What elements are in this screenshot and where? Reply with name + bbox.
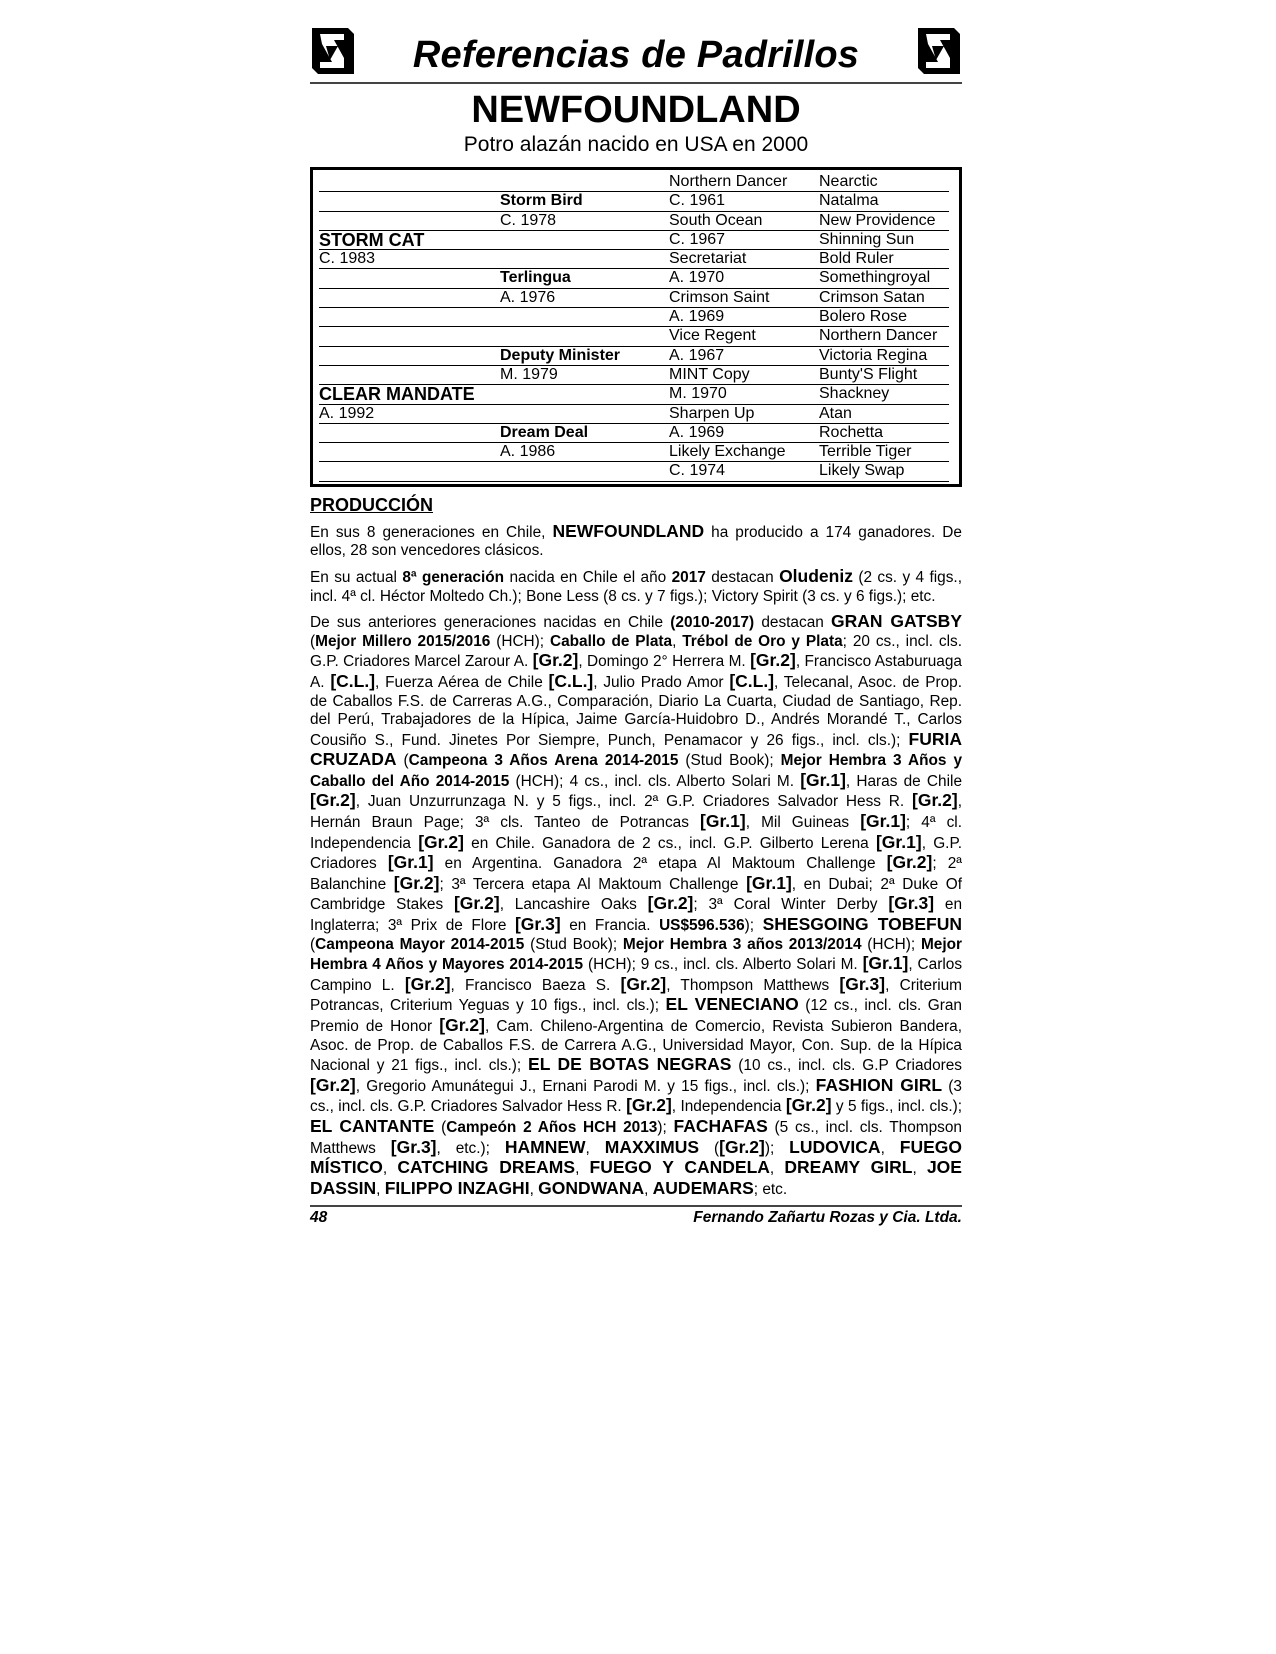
production-paragraph-3 — [310, 612, 962, 1199]
emphasis-text: [Gr.2] — [439, 1015, 485, 1035]
emphasis-text: [Gr.1] — [746, 872, 792, 893]
body-text: (HCH); — [490, 632, 550, 650]
pedigree-cell-c1 — [319, 347, 500, 366]
pedigree-cell-c2 — [500, 250, 669, 269]
pedigree-row — [319, 212, 949, 231]
body-text: , Hernán Braun Page; 3ª cls. Tanteo de Potrancas — [310, 793, 962, 832]
emphasis-text: AUDEMARS — [652, 1177, 754, 1198]
body-text: , Gregorio Amunátegui J., Ernani Parodi M. y 15 figs., incl. cls.); — [355, 1077, 816, 1095]
pedigree-cell-c2 — [500, 308, 669, 327]
emphasis-text: [Gr.2] — [310, 1074, 356, 1095]
body-text: ; 3ª Tercera etapa Al Maktoum Challenge — [439, 875, 747, 893]
emphasis-text: FACHAFAS — [673, 1115, 768, 1136]
pedigree-cell-c3: A. 1969 — [669, 424, 819, 443]
pedigree-cell-c1 — [319, 192, 500, 211]
body-text: , Haras de Chile — [845, 772, 962, 790]
body-text: , — [382, 1160, 398, 1178]
pedigree-row — [319, 366, 949, 385]
pedigree-cell-c3: Northern Dancer — [669, 173, 819, 192]
page-footer — [310, 1209, 962, 1227]
emphasis-text: US$596.536 — [659, 917, 745, 935]
emphasis-text: [Gr.2] — [418, 831, 464, 852]
pedigree-row — [319, 231, 949, 250]
pedigree-row — [319, 192, 949, 211]
pedigree-cell-c2 — [500, 231, 669, 250]
body-text: , — [912, 1160, 927, 1178]
pedigree-cell-c3: Crimson Saint — [669, 289, 819, 308]
body-text: nacida en Chile el año — [504, 568, 672, 586]
body-text: ( — [310, 935, 316, 953]
body-text: , — [644, 1180, 653, 1198]
pedigree-cell-c2 — [500, 385, 669, 404]
header-rule — [310, 82, 962, 84]
body-text: ); — [657, 1118, 674, 1136]
body-text: (12 cs., incl. cls. Gran Premio de Honor — [310, 997, 962, 1035]
pedigree-cell-c3: C. 1967 — [669, 231, 819, 250]
emphasis-text: Mejor Millero 2015/2016 — [315, 632, 491, 650]
pedigree-cell-c4: Likely Swap — [819, 462, 949, 481]
body-text: , Thompson Matthews — [666, 976, 840, 994]
pedigree-row — [319, 308, 949, 327]
pedigree-cell-c4: Northern Dancer — [819, 327, 949, 346]
body-text: ; 20 cs., incl. cls. G.P. Criadores Marcel Zarour A. — [310, 632, 962, 671]
body-text: en Chile. Ganadora de 2 cs., incl. G.P. Gilberto Lerena — [463, 834, 876, 852]
production-paragraph-1 — [310, 522, 962, 561]
horse-name: NEWFOUNDLAND — [471, 89, 801, 131]
pedigree-cell-c1 — [319, 269, 500, 288]
emphasis-text: Mejor Hembra 3 años 2013/2014 — [622, 935, 862, 953]
body-text: ; etc. — [753, 1180, 788, 1198]
emphasis-text: Oludeniz — [779, 565, 853, 586]
pedigree-cell-c1 — [319, 212, 500, 231]
body-text: , Cam. Chileno-Argentina de Comercio, Revista Subieron Bandera, Asoc. de Prop. de Caballos F.S. de Carrera A.G., Universidad Mayor, Con. Sup. de la Hípica Nacional y 21 figs., incl. cls.); — [310, 1018, 962, 1075]
pedigree-cell-c3: A. 1967 — [669, 347, 819, 366]
emphasis-text: CATCHING DREAMS — [397, 1157, 576, 1178]
emphasis-text: EL VENECIANO — [665, 994, 799, 1015]
body-text: en Francia. — [560, 917, 660, 935]
emphasis-text: [Gr.2] — [620, 973, 667, 994]
emphasis-text: Campeona Mayor 2014-2015 — [315, 935, 525, 953]
pedigree-table — [310, 167, 962, 487]
emphasis-text: EL CANTANTE — [310, 1115, 435, 1136]
emphasis-text: [Gr.3] — [390, 1136, 437, 1157]
pedigree-cell-c2 — [500, 327, 669, 346]
emphasis-text: FASHION GIRL — [815, 1074, 943, 1095]
emphasis-text: GRAN GATSBY — [831, 611, 962, 632]
emphasis-text: MAXXIMUS — [604, 1136, 700, 1157]
emphasis-text: [Gr.1] — [875, 831, 922, 852]
body-text: , Domingo 2° Herrera M. — [578, 653, 751, 671]
pedigree-row — [319, 269, 949, 288]
body-text: en Argentina. Ganadora 2ª etapa Al Maktoum Challenge — [433, 855, 887, 873]
pedigree-cell-c2: C. 1978 — [500, 212, 669, 231]
header-title: Referencias de Padrillos — [412, 34, 860, 76]
pedigree-cell-c4: Nearctic — [819, 173, 949, 192]
emphasis-text: SHESGOING TOBEFUN — [762, 914, 962, 935]
emphasis-text: [Gr.2] — [404, 973, 451, 994]
body-text: ; 3ª Coral Winter Derby — [693, 896, 889, 914]
pedigree-cell-c4: New Providence — [819, 212, 949, 231]
body-text: , — [585, 1139, 605, 1157]
body-text: , G.P. Criadores — [310, 834, 962, 873]
body-text: , Telecanal, Asoc. de Prop. de Caballos F.S. de Carreras A.G., Comparación, Diario La Cuarta, Ciudad de Santiago, Rep. del Perú, Trabajadores de la Hípica, Jaime García-Huidobro D., Andrés Morandé T., Carlos Cousiño S., Fund. Jinetes Por Siempre, Punch, Penamacor y 26 figs., incl. cls.); — [310, 673, 962, 749]
body-text: ( — [699, 1139, 720, 1157]
emphasis-text: [Gr.2] — [912, 790, 958, 811]
pedigree-cell-c2 — [500, 173, 669, 192]
emphasis-text: [Gr.2] — [626, 1095, 672, 1116]
emphasis-text: [Gr.3] — [888, 893, 935, 914]
emphasis-text: Mejor Hembra 4 Años y Mayores 2014-2015 — [310, 935, 962, 974]
pedigree-cell-c2: A. 1986 — [500, 443, 669, 462]
body-text: , Lancashire Oaks — [499, 896, 648, 914]
body-text: , — [880, 1139, 900, 1157]
pedigree-cell-c4: Terrible Tiger — [819, 443, 949, 462]
body-text: y 5 figs., incl. cls.); — [831, 1098, 962, 1116]
body-text: ha producido a 174 ganadores. De ellos, 28 son vencedores clásicos. — [310, 523, 962, 560]
emphasis-text: DREAMY GIRL — [784, 1157, 913, 1178]
footer-rule — [310, 1205, 962, 1207]
emphasis-text: [Gr.3] — [839, 973, 886, 994]
body-text: , Julio Prado Amor — [593, 673, 730, 691]
body-text: , — [575, 1160, 590, 1178]
body-text: destacan — [754, 614, 832, 632]
pedigree-cell-c3: South Ocean — [669, 212, 819, 231]
publisher: Fernando Zañartu Rozas y Cia. Ltda. — [693, 1209, 962, 1227]
emphasis-text: FUEGO Y CANDELA — [589, 1157, 770, 1178]
body-text: (HCH); 9 cs., incl. cls. Alberto Solari M. — [583, 956, 863, 974]
body-text: , — [376, 1180, 385, 1198]
emphasis-text: [Gr.2] — [532, 650, 579, 671]
pedigree-cell-c3: C. 1974 — [669, 462, 819, 481]
emphasis-text: Caballo de Plata — [549, 632, 673, 650]
body-text: ); — [744, 917, 763, 935]
pedigree-row — [319, 385, 949, 404]
pedigree-cell-c3: Sharpen Up — [669, 405, 819, 424]
pedigree-cell-c4: Atan — [819, 405, 949, 424]
body-text: , en Dubai; 2ª Duke Of Cambridge Stakes — [310, 875, 962, 914]
pedigree-cell-c4: Crimson Satan — [819, 289, 949, 308]
pedigree-cell-c4: Natalma — [819, 192, 949, 211]
pedigree-row — [319, 250, 949, 269]
body-text: ( — [310, 632, 316, 650]
body-text: , etc.); — [436, 1139, 505, 1157]
emphasis-text: 8ª generación — [402, 568, 505, 586]
emphasis-text: [Gr.2] — [647, 893, 694, 914]
emphasis-text: FILIPPO INZAGHI — [384, 1177, 530, 1198]
body-text: (HCH); 4 cs., incl. cls. Alberto Solari M. — [509, 772, 801, 790]
emphasis-text: Mejor Hembra 3 Años y Caballo del Año 2014-2015 — [310, 752, 963, 790]
pedigree-cell-c2: A. 1976 — [500, 289, 669, 308]
pedigree-cell-c1 — [319, 327, 500, 346]
pedigree-cell-c4: Bold Ruler — [819, 250, 949, 269]
body-text: (2 cs. y 4 figs., incl. 4ª cl. Héctor Moltedo Ch.); Bone Less (8 cs. y 7 figs.); Victory Spirit (3 cs. y 6 figs.); etc. — [310, 568, 962, 605]
pedigree-cell-c2: Deputy Minister — [500, 347, 669, 366]
pedigree-row — [319, 462, 949, 481]
emphasis-text: (2010-2017) — [670, 614, 755, 632]
body-text: , Juan Unzurrunzaga N. y 5 figs., incl. 2ª G.P. Criadores Salvador Hess R. — [355, 793, 912, 811]
emphasis-text: Campeón 2 Años HCH 2013 — [446, 1118, 658, 1136]
pedigree-cell-c4: Victoria Regina — [819, 347, 949, 366]
pedigree-cell-c4: Somethingroyal — [819, 269, 949, 288]
pedigree-cell-c3: Secretariat — [669, 250, 819, 269]
body-text: , Francisco Baeza S. — [450, 976, 621, 994]
emphasis-text: [Gr.1] — [700, 811, 746, 832]
pedigree-cell-c1: CLEAR MANDATE — [319, 385, 500, 404]
logo-icon — [916, 26, 962, 76]
body-text: , — [672, 632, 683, 650]
emphasis-text: [Gr.1] — [860, 811, 906, 832]
pedigree-cell-c4: Rochetta — [819, 424, 949, 443]
emphasis-text: [Gr.1] — [387, 852, 434, 873]
body-text: ( — [396, 752, 409, 770]
pedigree-cell-c4: Shackney — [819, 385, 949, 404]
emphasis-text: Campeona 3 Años Arena 2014-2015 — [408, 752, 679, 770]
emphasis-text: [Gr.2] — [750, 650, 796, 671]
emphasis-text: 2017 — [671, 568, 706, 586]
pedigree-cell-c2: Storm Bird — [500, 192, 669, 211]
emphasis-text: [Gr.1] — [862, 953, 909, 974]
emphasis-text: EL DE BOTAS NEGRAS — [528, 1054, 732, 1075]
pedigree-cell-c1: STORM CAT — [319, 231, 500, 250]
page-number: 48 — [310, 1209, 328, 1227]
pedigree-cell-c1 — [319, 462, 500, 481]
emphasis-text: [Gr.2] — [785, 1095, 832, 1116]
pedigree-cell-c1 — [319, 424, 500, 443]
emphasis-text: [Gr.2] — [393, 872, 440, 893]
body-text: (5 cs., incl. cls. Thompson Matthews — [310, 1118, 962, 1157]
pedigree-cell-c1 — [319, 366, 500, 385]
body-text: destacan — [705, 568, 780, 586]
pedigree-cell-c3: A. 1969 — [669, 308, 819, 327]
pedigree-cell-c2 — [500, 462, 669, 481]
pedigree-cell-c3: MINT Copy — [669, 366, 819, 385]
pedigree-row — [319, 173, 949, 192]
pedigree-row — [319, 443, 949, 462]
pedigree-cell-c1: C. 1983 — [319, 250, 500, 269]
emphasis-text: FUEGO MÍSTICO — [310, 1136, 962, 1178]
pedigree-row — [319, 289, 949, 308]
body-text: en Inglaterra; 3ª Prix de Flore — [310, 896, 963, 935]
pedigree-cell-c3: Vice Regent — [669, 327, 819, 346]
body-text: ; 4ª cl. Independencia — [310, 814, 962, 852]
pedigree-cell-c1 — [319, 289, 500, 308]
emphasis-text: GONDWANA — [538, 1177, 645, 1198]
body-text: (HCH); — [861, 935, 921, 953]
pedigree-cell-c2 — [500, 405, 669, 424]
emphasis-text: [Gr.3] — [514, 914, 561, 935]
emphasis-text: [Gr.2] — [453, 893, 500, 914]
emphasis-text: [Gr.2] — [886, 852, 933, 873]
pedigree-cell-c2: M. 1979 — [500, 366, 669, 385]
emphasis-text: HAMNEW — [504, 1136, 586, 1157]
production-paragraph-2 — [310, 567, 962, 606]
emphasis-text: LUDOVICA — [789, 1136, 881, 1157]
body-text: , Carlos Campino L. — [310, 956, 963, 994]
body-text: En su actual — [310, 568, 403, 586]
pedigree-cell-c3: Likely Exchange — [669, 443, 819, 462]
pedigree-row — [319, 347, 949, 366]
document-page — [310, 22, 962, 1227]
pedigree-cell-c3: M. 1970 — [669, 385, 819, 404]
body-text: ); — [764, 1139, 790, 1157]
body-text: ( — [434, 1118, 447, 1136]
body-text: (Stud Book); — [678, 752, 781, 770]
body-text: En sus 8 generaciones en Chile, — [310, 523, 553, 541]
emphasis-text: [Gr.2] — [310, 790, 356, 811]
body-text: , Fuerza Aérea de Chile — [375, 673, 549, 691]
pedigree-row — [319, 424, 949, 443]
body-text: , Mil Guineas — [745, 814, 861, 832]
pedigree-cell-c4: Bunty'S Flight — [819, 366, 949, 385]
body-text: ; 2ª Balanchine — [310, 855, 962, 893]
pedigree-row — [319, 327, 949, 346]
body-text: , — [529, 1180, 539, 1198]
emphasis-text: JOE DASSIN — [310, 1157, 962, 1198]
pedigree-cell-c4: Bolero Rose — [819, 308, 949, 327]
pedigree-cell-c4: Shinning Sun — [819, 231, 949, 250]
pedigree-cell-c1 — [319, 308, 500, 327]
pedigree-cell-c1: A. 1992 — [319, 405, 500, 424]
emphasis-text: [C.L.] — [330, 670, 376, 691]
pedigree-cell-c3: C. 1961 — [669, 192, 819, 211]
body-text: , Francisco Astaburuaga A. — [310, 653, 962, 691]
body-text: (10 cs., incl. cls. G.P Criadores — [731, 1057, 963, 1075]
body-text: , Independencia — [671, 1098, 786, 1116]
pedigree-cell-c1 — [319, 443, 500, 462]
section-title: PRODUCCIÓN — [310, 494, 434, 515]
pedigree-cell-c1 — [319, 173, 500, 192]
body-text: (Stud Book); — [524, 935, 623, 953]
page-header — [310, 22, 962, 82]
pedigree-cell-c2: Dream Deal — [500, 424, 669, 443]
emphasis-text: [Gr.2] — [719, 1136, 765, 1157]
emphasis-text: Trébol de Oro y Plata — [682, 632, 843, 650]
body-text: , — [769, 1160, 785, 1178]
emphasis-text: [C.L.] — [729, 670, 775, 691]
pedigree-row — [319, 405, 949, 424]
emphasis-text: FURIA CRUZADA — [310, 728, 962, 770]
body-text: , Criterium Potrancas, Criterium Yeguas y 10 figs., incl. cls.); — [310, 976, 962, 1015]
emphasis-text: NEWFOUNDLAND — [552, 520, 705, 541]
horse-subtitle: Potro alazán nacido en USA en 2000 — [463, 133, 809, 156]
emphasis-text: [Gr.1] — [800, 769, 846, 790]
body-text: (3 cs., incl. cls. G.P. Criadores Salvador Hess R. — [310, 1077, 962, 1116]
body-text: De sus anteriores generaciones nacidas en Chile — [310, 614, 671, 632]
pedigree-cell-c3: A. 1970 — [669, 269, 819, 288]
emphasis-text: [C.L.] — [548, 670, 594, 691]
pedigree-cell-c2: Terlingua — [500, 269, 669, 288]
